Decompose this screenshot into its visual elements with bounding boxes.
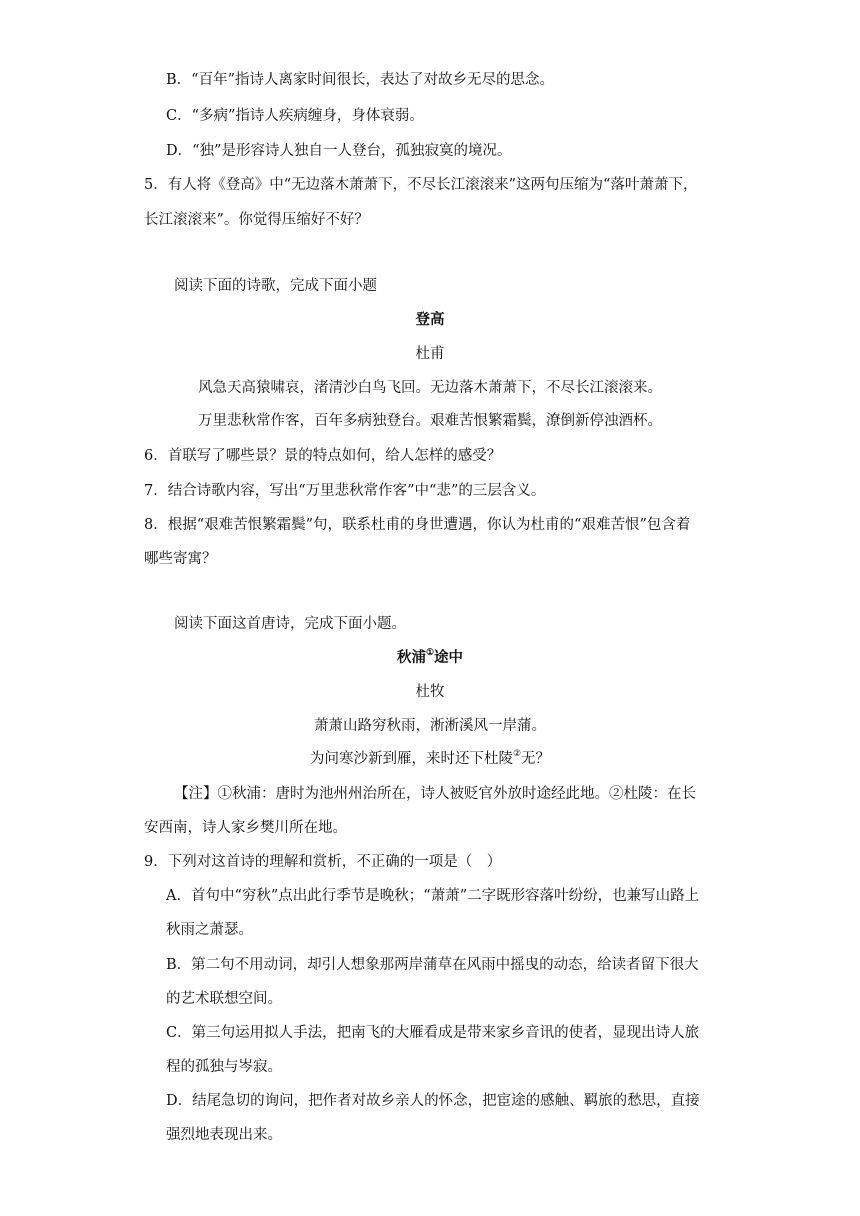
q4-option-d: D．“独”是形容诗人独自一人登台，孤独寂寞的境况。 [166, 143, 512, 159]
footnote-marker-2: ② [512, 749, 522, 759]
section3-poem-line-2: 为问寒沙新到雁，来时还下杜陵②无？ [309, 749, 551, 767]
q4-option-c: C．“多病”指诗人疾病缠身，身体衰弱。 [166, 108, 424, 124]
section2-poem-line-1: 风急天高猿啸哀，渚清沙白鸟飞回。无边落木萧萧下，不尽长江滚滚来。 [198, 380, 662, 396]
note-line-2: 安西南，诗人家乡樊川所在地。 [144, 820, 347, 836]
q9-option-b-line-2: 的艺术联想空间。 [166, 991, 282, 1007]
q9-option-a-line-2: 秋雨之萧瑟。 [166, 922, 253, 938]
section3-poem-line-1: 萧萧山路穷秋雨，淅淅溪风一岸蒲。 [314, 718, 546, 734]
section2-poem-line-2: 万里悲秋常作客，百年多病独登台。艰难苦恨繁霜鬓，潦倒新停浊酒杯。 [198, 413, 662, 429]
q6: 6．首联写了哪些景？景的特点如何，给人怎样的感受？ [144, 448, 502, 464]
q8-line-1: 8．根据“艰难苦恨繁霜鬓”句，联系杜甫的身世遭遇，你认为杜甫的“艰难苦恨”包含着 [144, 517, 691, 533]
q4-option-b: B．“百年”指诗人离家时间很长，表达了对故乡无尽的思念。 [166, 72, 554, 88]
section2-poem-author: 杜甫 [415, 346, 445, 362]
q9-option-c-line-1: C．第三句运用拟人手法，把南飞的大雁看成是带来家乡音讯的使者，显现出诗人旅 [166, 1025, 700, 1041]
q9: 9．下列对这首诗的理解和赏析，不正确的一项是（ ） [144, 854, 502, 870]
note-line-1: 【注】①秋浦：唐时为池州州治所在，诗人被贬官外放时途经此地。②杜陵：在长 [174, 786, 696, 802]
footnote-marker-1: ① [425, 648, 435, 658]
q9-option-b-line-1: B．第二句不用动词，却引人想象那两岸蒲草在风雨中摇曳的动态，给读者留下很大 [166, 957, 699, 973]
q7: 7．结合诗歌内容，写出“万里悲秋常作客”中“悲”的三层含义。 [144, 483, 546, 499]
q9-option-a-line-1: A．首句中“穷秋”点出此行季节是晚秋；“萧萧”二字既形容落叶纷纷，也兼写山路上 [166, 888, 700, 904]
section2-intro: 阅读下面的诗歌，完成下面小题 [174, 278, 377, 294]
section3-intro: 阅读下面这首唐诗，完成下面小题。 [174, 616, 406, 632]
q8-line-2: 哪些寄寓？ [144, 551, 217, 567]
q9-option-c-line-2: 程的孤独与岑寂。 [166, 1059, 282, 1075]
section3-poem-title: 秋浦①途中 [396, 648, 464, 666]
section2-poem-title: 登高 [415, 311, 445, 328]
q9-option-d-line-2: 强烈地表现出来。 [166, 1127, 282, 1143]
q5-line-1: 5．有人将《登高》中“无边落木萧萧下，不尽长江滚滚来”这两句压缩为“落叶萧萧下， [144, 177, 698, 193]
section3-poem-author: 杜牧 [415, 684, 445, 700]
q9-option-d-line-1: D．结尾急切的询问，把作者对故乡亲人的怀念，把宦途的感触、羁旅的愁思，直接 [166, 1093, 700, 1109]
q5-line-2: 长江滚滚来”。你觉得压缩好不好？ [144, 212, 369, 228]
